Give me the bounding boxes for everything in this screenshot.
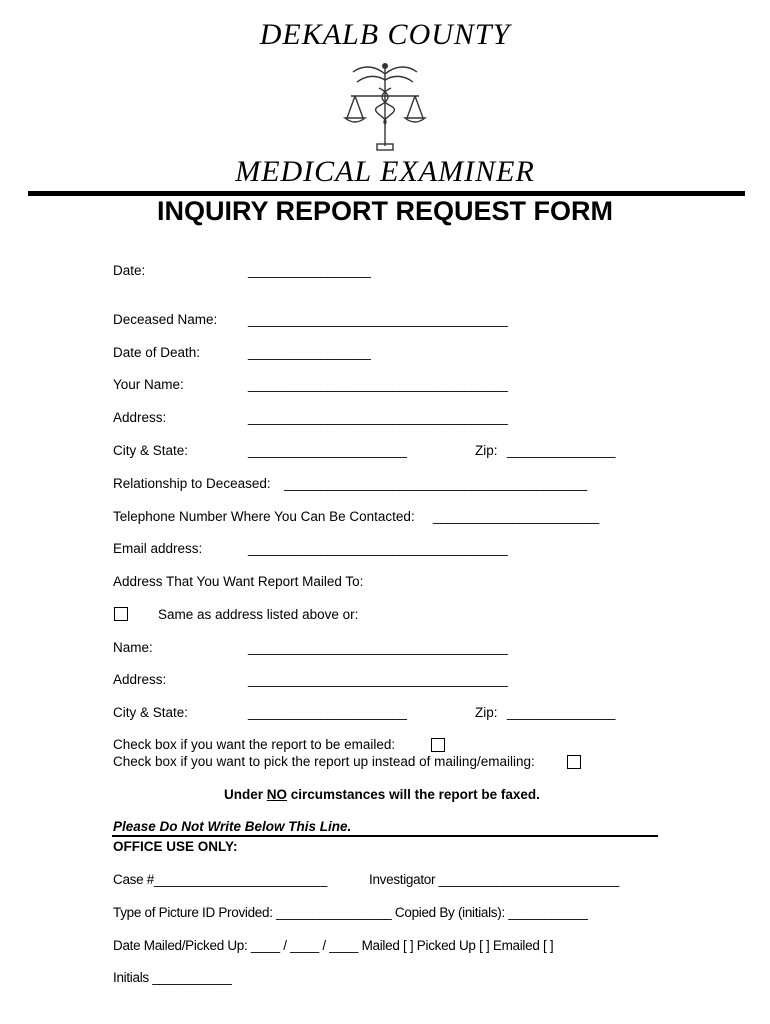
fax-notice: Under NO circumstances will the report be faxed. bbox=[224, 787, 540, 802]
relationship-field[interactable]: __________________________________________ bbox=[284, 476, 587, 491]
office-heading: MEDICAL EXAMINER bbox=[235, 155, 535, 188]
office-rule bbox=[112, 835, 658, 837]
your-name-label: Your Name: bbox=[113, 377, 184, 392]
office-use-heading: OFFICE USE ONLY: bbox=[113, 839, 238, 854]
mail-city-state-label: City & State: bbox=[113, 705, 189, 720]
pickup-report-label: Check box if you want to pick the report up instead of mailing/emailing: bbox=[113, 754, 535, 769]
mailing-heading: Address That You Want Report Mailed To: bbox=[113, 574, 364, 589]
mail-name-label: Name: bbox=[113, 640, 153, 655]
mail-city-state-field[interactable]: ______________________ bbox=[248, 705, 407, 720]
pickup-report-checkbox[interactable] bbox=[567, 755, 581, 769]
investigator-field[interactable]: Investigator _________________________ bbox=[369, 872, 619, 887]
deceased-name-label: Deceased Name: bbox=[113, 312, 218, 327]
mail-zip-label: Zip: bbox=[475, 705, 498, 720]
city-state-field[interactable]: ______________________ bbox=[248, 443, 407, 458]
do-not-write-note: Please Do Not Write Below This Line. bbox=[113, 819, 352, 834]
email-label: Email address: bbox=[113, 541, 203, 556]
initials-field[interactable]: Initials ___________ bbox=[113, 970, 232, 985]
mail-address-field[interactable]: ____________________________________ bbox=[248, 672, 508, 687]
case-number-field[interactable]: Case #________________________ bbox=[113, 872, 327, 887]
fax-notice-emphasis: NO bbox=[266, 787, 288, 802]
date-field[interactable]: _________________ bbox=[248, 263, 371, 278]
address-label: Address: bbox=[113, 410, 167, 425]
form-title: INQUIRY REPORT REQUEST FORM bbox=[156, 196, 614, 226]
city-state-label: City & State: bbox=[113, 443, 189, 458]
email-report-label: Check box if you want the report to be emailed: bbox=[113, 737, 396, 752]
picture-id-field[interactable]: Type of Picture ID Provided: ________________ Copied By (initials): ___________ bbox=[113, 905, 588, 920]
relationship-label: Relationship to Deceased: bbox=[113, 476, 271, 491]
date-mailed-field[interactable]: Date Mailed/Picked Up: ____ / ____ / ____ Mailed [ ] Picked Up [ ] Emailed [ ] bbox=[113, 938, 554, 953]
mail-zip-field[interactable]: _______________ bbox=[507, 705, 616, 720]
same-address-checkbox[interactable] bbox=[114, 607, 128, 621]
zip-label: Zip: bbox=[475, 443, 498, 458]
zip-field[interactable]: _______________ bbox=[507, 443, 616, 458]
email-report-checkbox[interactable] bbox=[431, 738, 445, 752]
same-address-label: Same as address listed above or: bbox=[158, 607, 359, 622]
caduceus-scales-icon bbox=[343, 60, 427, 154]
county-heading: DEKALB COUNTY bbox=[259, 18, 511, 51]
deceased-name-field[interactable]: ____________________________________ bbox=[248, 312, 508, 327]
mail-address-label: Address: bbox=[113, 672, 167, 687]
date-of-death-label: Date of Death: bbox=[113, 345, 201, 360]
date-label: Date: bbox=[113, 263, 146, 278]
telephone-label: Telephone Number Where You Can Be Contacted: bbox=[113, 509, 415, 524]
email-field[interactable]: ____________________________________ bbox=[248, 541, 508, 556]
mail-name-field[interactable]: ____________________________________ bbox=[248, 640, 508, 655]
address-field[interactable]: ____________________________________ bbox=[248, 410, 508, 425]
telephone-field[interactable]: _______________________ bbox=[433, 509, 599, 524]
your-name-field[interactable]: ____________________________________ bbox=[248, 377, 508, 392]
date-of-death-field[interactable]: _________________ bbox=[248, 345, 371, 360]
